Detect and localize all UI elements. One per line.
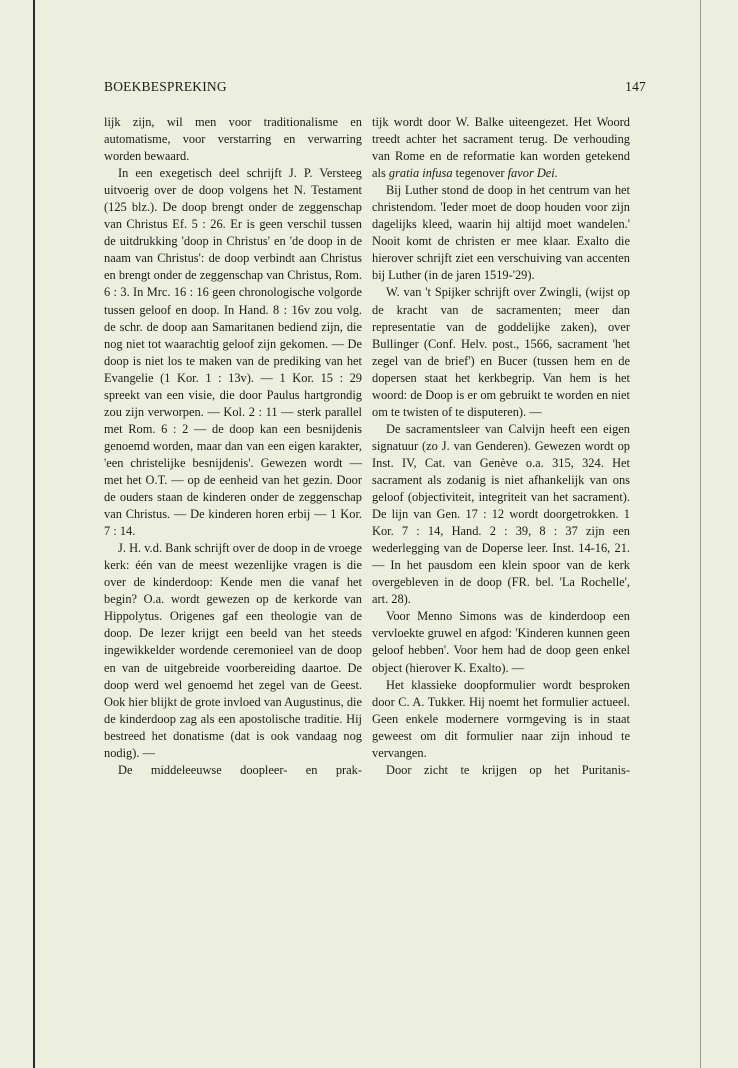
italic-term: favor Dei. (507, 166, 558, 181)
running-title: BOEKBESPREKING (104, 79, 227, 94)
italic-term: gratia infusa (388, 166, 453, 181)
paragraph: Door zicht te krijgen op het Puritanis- (386, 762, 630, 777)
page-left-edge (33, 0, 35, 1068)
page-number: 147 (625, 79, 646, 94)
paragraph: Bij Luther stond de doop in het centrum van het christendom. 'Ieder moet de doop houden voor zijn dagelijks kleed, waarin hij altijd moet wandelen.' Nooit komt de christen er mee klaar. Exalto die hierover schrijft ziet een verschuiving van accenten bij Luther (in de jaren 1519-'29). (372, 183, 630, 283)
paragraph: W. van 't Spijker schrijft over Zwingli, (wijst op de kracht van de sacramenten; meer dan representatie van de goddelijke zaken), over Bullinger (Conf. Helv. post., 1566, sacrament 'het zegel van de brief') en Bucer (tussen hem en de dopersen staat het kerkbegrip. Van hem is het woord: de Doop is er om gebruikt te worden en niet om te twisten of te disputeren). — (372, 285, 630, 419)
text-run: tegenover (452, 166, 508, 181)
paragraph: In een exegetisch deel schrijft J. P. Versteeg uitvoerig over de doop volgens het N. Testament (125 blz.). De doop brengt onder de zeggenschap van Christus Ef. 5 : 26. Er is geen verschil tussen de uitdrukking 'doop in Christus' en 'de doop in de naam van Christus': de doop verbindt aan Christus en brengt onder de zeggenschap van Christus, Rom. 6 : 3. In Mrc. 16 : 16 geen chronologische volgorde tussen geloof en doop. In Hand. 8 : 16v zou volg. de schr. de doop aan Samaritanen bediend zijn, die nog niet tot waarachtig geloof zijn gekomen. — De doop is niet los te maken van de prediking van het Evangelie (1 Kor. 1 : 13v). — 1 Kor. 15 : 29 spreekt van een visie, die door Paulus hartgrondig zou zijn verworpen. — Kol. 2 : 11 — sterk parallel met Rom. 6 : 2 — de doop kan een besnijdenis genoemd worden, maar dan van een eigen karakter, 'een christelijke besnijdenis'. Gewezen wordt — met het O.T. — op de eenheid van het gezin. Door de ouders staan de kinderen onder de zeggenschap van Christus. — De kinderen horen erbij — 1 Kor. 7 : 14. (104, 166, 362, 539)
paragraph: lijk zijn, wil men voor traditionalisme en automatisme, voor verstarring en verwarring worden bewaard. (104, 115, 362, 164)
running-head (104, 79, 646, 97)
paragraph: Het klassieke doopformulier wordt besproken door C. A. Tukker. Hij noemt het formulier actueel. Geen enkele modernere vormgeving is in staat geweest om dit formulier naar zijn inhoud te vervangen. (372, 677, 630, 760)
left-column (104, 114, 362, 779)
paragraph: De sacramentsleer van Calvijn heeft een eigen signatuur (zo J. van Genderen). Gewezen wordt op Inst. IV, Cat. van Genève o.a. 315, 324. Het sacrament als zodanig is niet afhankelijk van ons geloof (objectiviteit, integriteit van het sacrament). De lijn van Gen. 17 : 12 wordt doorgetrokken. 1 Kor. 7 : 14, Hand. 2 : 39, 8 : 37 zijn een wederlegging van de Doperse leer. Inst. 14-16, 21. — In het pausdom een klein spoor van de kerk overgebleven in de doop (FR. bel. 'La Rochelle', art. 28). (372, 421, 630, 607)
page-right-edge (700, 0, 701, 1068)
paragraph: J. H. v.d. Bank schrijft over de doop in de vroege kerk: één van de meest wezenlijke vragen is die over de kinderdoop: Kende men die vanaf het begin? O.a. wordt gewezen op de kerkorde van Hippolytus. Origenes gaf een theologie van de doop. De lezer krijgt een beeld van het steeds ingewikkelder wordende ceremonieel van de doop en van de uitgebreide voorbereiding daartoe. De doop werd wel genoemd het zegel van de Geest. Ook hier blijkt de grote invloed van Augustinus, die de kinderdoop zag als een apostolische traditie. Hij bestreed het donatisme (dat is ook vandaag nog nodig). — (104, 541, 362, 760)
paragraph: De middeleeuwse doopleer- en prak- (118, 762, 362, 777)
paragraph (372, 114, 630, 182)
paragraph: Voor Menno Simons was de kinderdoop een vervloekte gruwel en afgod: 'Kinderen kunnen geen geloof hebben'. Voor hem had de doop geen enkel object (hierover K. Exalto). — (372, 609, 630, 675)
right-column (372, 114, 630, 779)
text-run: tijk wordt door W. Balke uiteengezet. Het Woord treedt achter het sacrament terug. De verhouding van Rome en de reformatie kan worden getekend als (372, 115, 630, 181)
